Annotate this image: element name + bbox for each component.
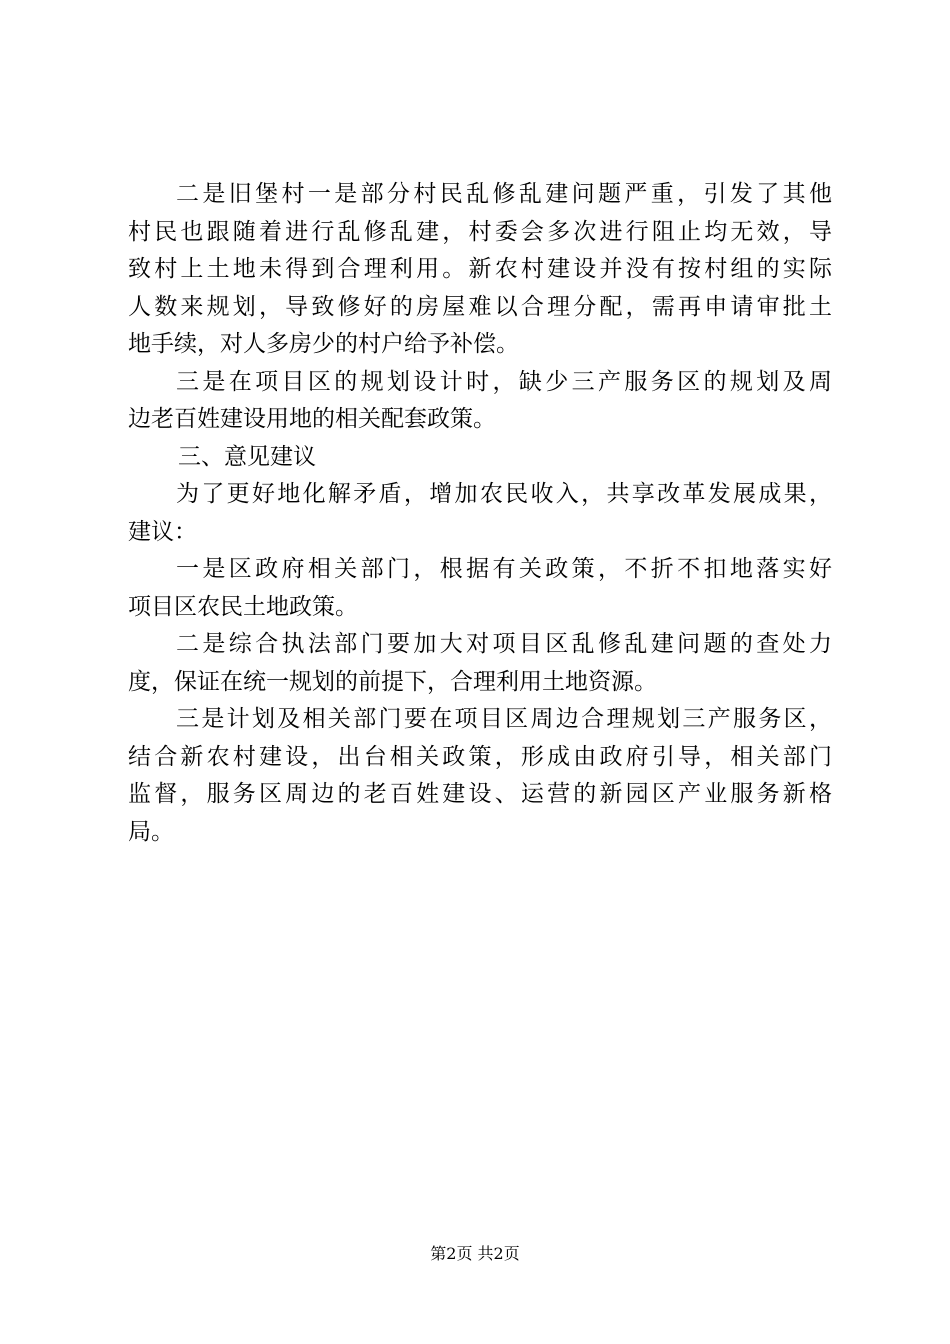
paragraph-line: 结合新农村建设，出台相关政策，形成由政府引导，相关部门 — [128, 743, 832, 770]
page-number-footer: 第2页 共2页 — [430, 1244, 520, 1263]
paragraph-line: 一是区政府相关部门，根据有关政策，不折不扣地落实好 — [176, 556, 832, 582]
paragraph-line: 度，保证在统一规划的前提下，合理利用土地资源。 — [128, 668, 657, 695]
paragraph-line: 建议： — [128, 518, 197, 545]
paragraph-line: 二是综合执法部门要加大对项目区乱修乱建问题的查处力 — [176, 631, 832, 657]
paragraph-line: 人数来规划，导致修好的房屋难以合理分配，需再申请审批土 — [128, 293, 832, 320]
document-body — [128, 176, 832, 851]
paragraph-line: 项目区农民土地政策。 — [128, 593, 358, 620]
paragraph-line: 为了更好地化解矛盾，增加农民收入，共享改革发展成果， — [176, 481, 832, 507]
paragraph-line: 边老百姓建设用地的相关配套政策。 — [128, 406, 496, 432]
paragraph-line: 三是计划及相关部门要在项目区周边合理规划三产服务区， — [176, 706, 832, 732]
paragraph-line: 二是旧堡村一是部分村民乱修乱建问题严重，引发了其他 — [176, 181, 832, 207]
paragraph-line: 监督，服务区周边的老百姓建设、运营的新园区产业服务新格 — [128, 781, 832, 807]
paragraph-line: 三是在项目区的规划设计时，缺少三产服务区的规划及周 — [176, 368, 832, 395]
paragraph-line: 地手续，对人多房少的村户给予补偿。 — [128, 331, 519, 357]
paragraph-line: 致村上土地未得到合理利用。新农村建设并没有按村组的实际 — [128, 256, 832, 282]
paragraph-line: 局。 — [128, 818, 174, 845]
section-heading: 三、意见建议 — [178, 443, 316, 470]
paragraph-line: 村民也跟随着进行乱修乱建，村委会多次进行阻止均无效，导 — [128, 218, 832, 245]
